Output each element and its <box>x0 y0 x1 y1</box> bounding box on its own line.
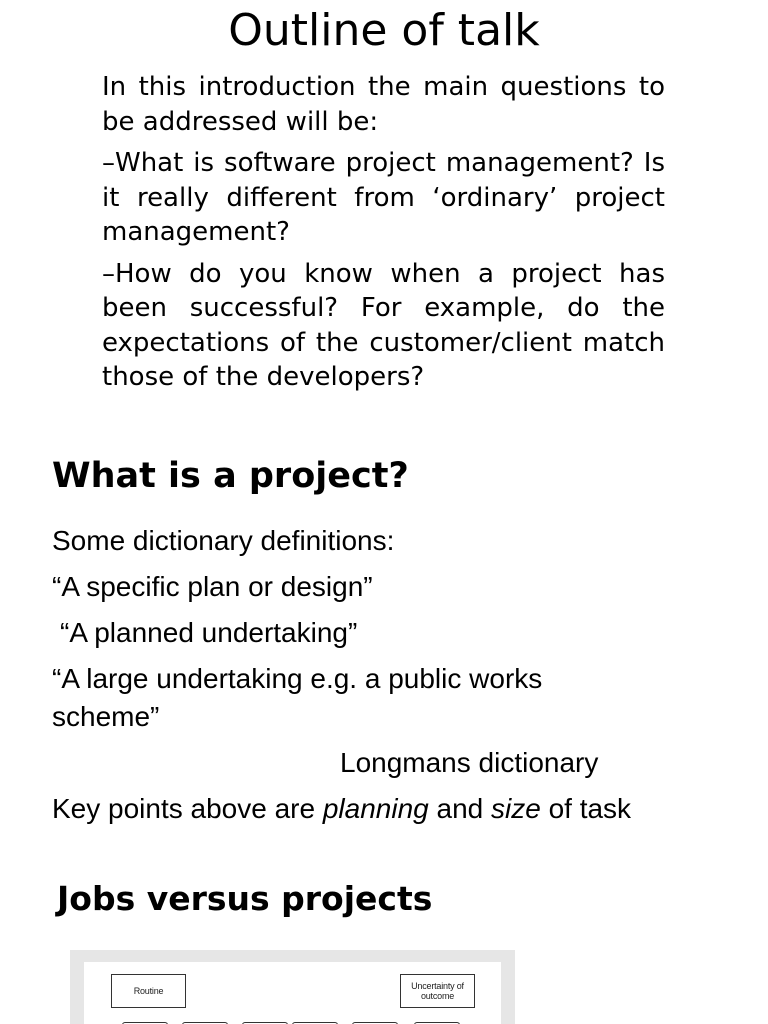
dictionary-definitions <box>52 522 652 836</box>
key-points-prefix: Key points above are <box>52 793 323 824</box>
key-points <box>52 790 652 828</box>
section-heading-what-is-project: What is a project? <box>52 456 409 496</box>
definition-3: “A large undertaking e.g. a public works scheme” <box>52 663 543 732</box>
key-points-suffix: of task <box>540 793 632 824</box>
key-points-emphasis-planning: planning <box>322 793 429 824</box>
figure-label-uncertainty: Uncertainty of outcome <box>400 974 475 1008</box>
intro-text <box>102 70 665 402</box>
definition-source: Longmans dictionary <box>340 747 599 778</box>
intro-question-1: –What is software project management? Is it really different from ‘ordinary’ project management? <box>102 148 665 247</box>
figure-label-routine: Routine <box>111 974 186 1008</box>
slide-title: Outline of talk <box>228 5 540 56</box>
key-points-middle: and <box>428 793 491 824</box>
definition-1: “A specific plan or design” <box>52 571 373 602</box>
intro-paragraph: In this introduction the main questions to be addressed will be: <box>102 72 665 137</box>
definition-2: “A planned undertaking” <box>60 617 358 648</box>
definitions-lead: Some dictionary definitions: <box>52 525 395 556</box>
jobs-vs-projects-figure <box>70 950 515 1024</box>
intro-question-2: –How do you know when a project has been successful? For example, do the expectations of the customer/client match those of the developers? <box>102 258 665 392</box>
key-points-emphasis-size: size <box>491 793 541 824</box>
figure-canvas <box>84 962 501 1024</box>
section-heading-jobs-vs-projects: Jobs versus projects <box>57 879 433 918</box>
